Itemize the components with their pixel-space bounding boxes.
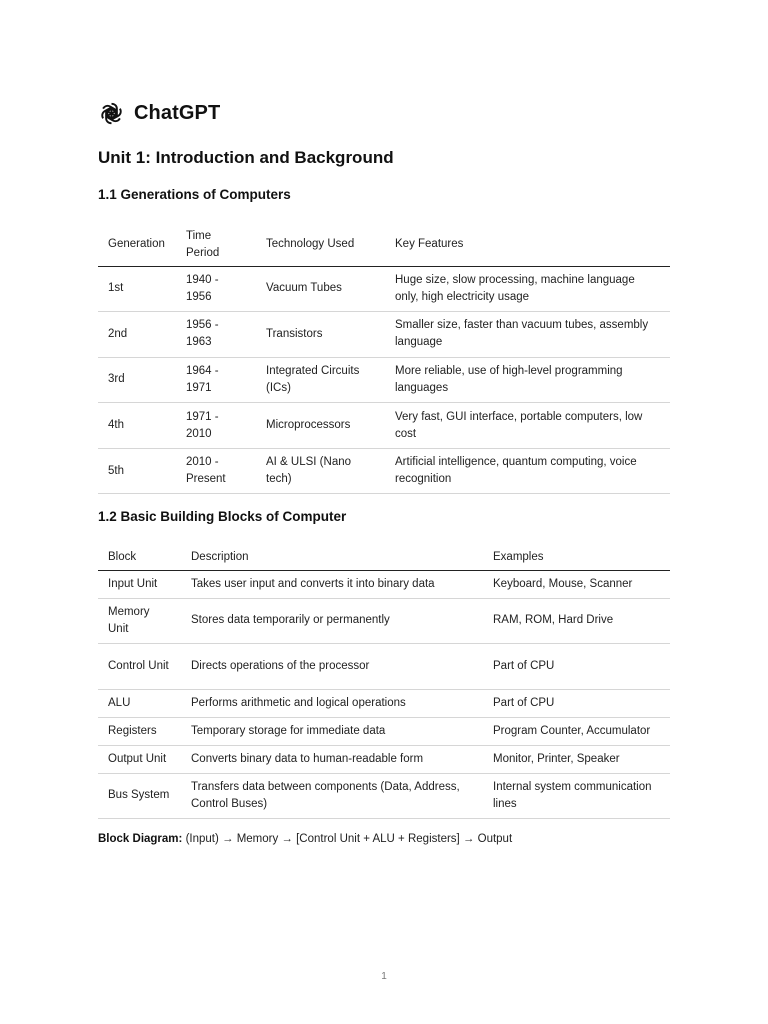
- table-cell: Bus System: [108, 789, 170, 802]
- table-row: [98, 448, 670, 494]
- table-row: [98, 717, 670, 745]
- building-blocks-table: [98, 545, 670, 819]
- table-row: [98, 598, 670, 644]
- table-cell: Takes user input and converts it into binary data: [191, 577, 435, 590]
- column-header: Time Period: [176, 224, 256, 266]
- table-cell: Transfers data between components (Data, Address, Control Buses): [191, 780, 460, 810]
- column-header: Block: [98, 545, 181, 570]
- table-cell: Huge size, slow processing, machine language only, high electricity usage: [395, 273, 635, 303]
- table-cell: Internal system communication lines: [493, 780, 652, 810]
- table-cell: 1st: [108, 282, 124, 295]
- table-cell: Converts binary data to human-readable form: [191, 752, 424, 765]
- table-row: [98, 745, 670, 773]
- table-cell: Input Unit: [108, 577, 158, 590]
- table-cell: Very fast, GUI interface, portable computers, low cost: [395, 410, 643, 440]
- page-number: 1: [381, 971, 387, 982]
- table-cell: Part of CPU: [493, 659, 555, 672]
- table-cell: Keyboard, Mouse, Scanner: [493, 577, 633, 590]
- table-cell: Program Counter, Accumulator: [493, 724, 651, 737]
- table-cell: 1964 - 1971: [186, 364, 219, 394]
- table-cell: Part of CPU: [493, 696, 555, 709]
- table-cell: Stores data temporarily or permanently: [191, 614, 390, 627]
- brand-name: ChatGPT: [134, 102, 221, 124]
- table-cell: More reliable, use of high-level programming languages: [395, 364, 623, 394]
- table-cell: 4th: [108, 419, 124, 432]
- table-cell: Monitor, Printer, Speaker: [493, 752, 620, 765]
- column-header: Key Features: [385, 224, 670, 266]
- table-cell: RAM, ROM, Hard Drive: [493, 614, 614, 627]
- section-heading-generations: 1.1 Generations of Computers: [98, 187, 291, 202]
- column-header: Description: [181, 545, 483, 570]
- table-row: [98, 312, 670, 358]
- table-cell: Microprocessors: [266, 419, 351, 432]
- table-row: [98, 570, 670, 598]
- brand-header: [98, 100, 220, 127]
- page-title: Unit 1: Introduction and Background: [98, 148, 394, 167]
- column-header: Examples: [483, 545, 670, 570]
- table-cell: 2010 - Present: [186, 456, 226, 486]
- table-cell: 5th: [108, 464, 124, 477]
- table-row: [98, 266, 670, 312]
- table-cell: Smaller size, faster than vacuum tubes, assembly language: [395, 319, 649, 349]
- table-row: [98, 689, 670, 717]
- block-diagram-line: [98, 833, 512, 845]
- table-cell: 1940 - 1956: [186, 273, 219, 303]
- table-cell: Directs operations of the processor: [191, 659, 370, 672]
- table-cell: Artificial intelligence, quantum computing, voice recognition: [395, 456, 637, 486]
- table-cell: Transistors: [266, 327, 323, 340]
- generations-table: [98, 224, 670, 494]
- table-row: [98, 644, 670, 690]
- block-diagram-text: (Input) → Memory → [Control Unit + ALU + Registers] → Output: [185, 833, 513, 845]
- table-cell: 2nd: [108, 327, 128, 340]
- table-cell: Control Unit: [108, 659, 169, 672]
- table-cell: Temporary storage for immediate data: [191, 724, 386, 737]
- table-cell: Output Unit: [108, 752, 167, 765]
- column-header: Technology Used: [256, 224, 385, 266]
- table-cell: ALU: [108, 696, 131, 709]
- table-cell: Vacuum Tubes: [266, 282, 342, 295]
- table-cell: Performs arithmetic and logical operations: [191, 696, 406, 709]
- openai-logo-icon: [98, 100, 125, 127]
- table-cell: 3rd: [108, 373, 125, 386]
- table-header-row: [98, 545, 670, 570]
- column-header: Generation: [98, 224, 176, 266]
- table-cell: 1956 - 1963: [186, 319, 219, 349]
- table-cell: Registers: [108, 724, 157, 737]
- table-row: [98, 773, 670, 819]
- block-diagram-label: Block Diagram:: [98, 833, 183, 845]
- table-header-row: [98, 224, 670, 266]
- table-row: [98, 403, 670, 449]
- table-cell: Memory Unit: [108, 605, 150, 635]
- table-cell: AI & ULSI (Nano tech): [266, 456, 352, 486]
- table-row: [98, 357, 670, 403]
- table-cell: Integrated Circuits (ICs): [266, 364, 360, 394]
- table-cell: 1971 - 2010: [186, 410, 219, 440]
- section-heading-building-blocks: 1.2 Basic Building Blocks of Computer: [98, 509, 347, 524]
